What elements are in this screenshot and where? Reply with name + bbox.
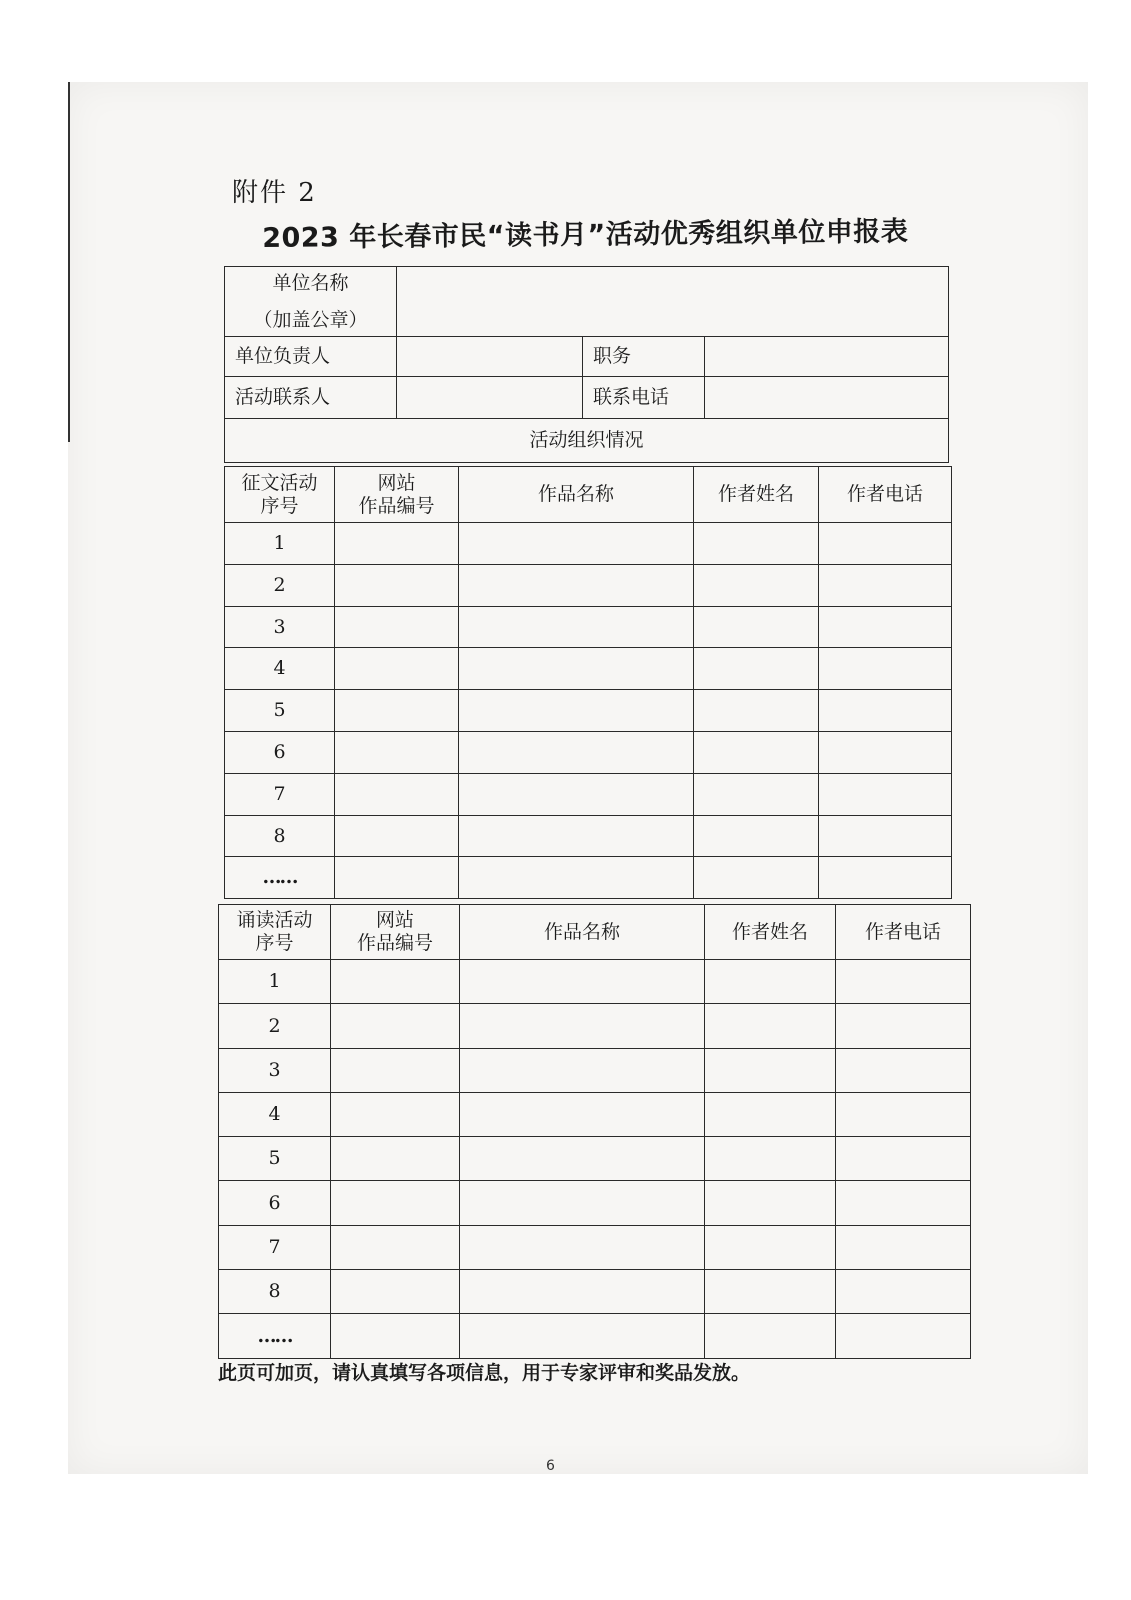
essay-rows [225,523,952,899]
reading-rows [219,960,971,1359]
essay-row-author-phone-input[interactable] [819,731,952,773]
reading-table-row [219,960,971,1004]
essay-seq-header-line2: 序号 [260,494,299,517]
essay-row-code-input[interactable] [335,815,459,857]
essay-row-author-name-input[interactable] [694,690,819,732]
reading-row-work-name-input[interactable] [460,1092,705,1136]
reading-row-author-name-input[interactable] [705,1048,836,1092]
essay-row-code-input[interactable] [335,564,459,606]
essay-seq-header [225,467,335,523]
reading-row-code-input[interactable] [331,1092,460,1136]
reading-row-author-name-input[interactable] [705,1314,836,1358]
reading-table-row [219,1270,971,1314]
essay-row-author-phone-input[interactable] [819,648,952,690]
essay-row-seq: 6 [225,731,335,773]
essay-row-seq: 5 [225,690,335,732]
reading-row-author-name-input[interactable] [705,960,836,1004]
reading-row-code-input[interactable] [331,1270,460,1314]
reading-activity-table [218,904,971,1359]
essay-table-row [225,606,952,648]
reading-code-header [331,905,460,960]
position-label: 职务 [583,337,705,377]
essay-row-code-input[interactable] [335,606,459,648]
essay-row-work-name-input[interactable] [459,648,694,690]
essay-seq-header-line1: 征文活动 [241,471,318,494]
essay-code-header-line2: 作品编号 [358,494,435,517]
essay-row-seq: 8 [225,815,335,857]
reading-row-author-phone-input[interactable] [836,1092,971,1136]
essay-row-seq: 7 [225,773,335,815]
essay-row-seq: 3 [225,606,335,648]
essay-row-work-name-input[interactable] [459,564,694,606]
essay-table-row [225,815,952,857]
unit-name-label: 单位名称 [272,271,349,294]
reading-row-seq: 4 [219,1092,331,1136]
essay-table-row [225,690,952,732]
essay-author-phone-header: 作者电话 [819,467,952,523]
essay-row-work-name-input[interactable] [459,690,694,732]
footnote: 此页可加页，请认真填写各项信息，用于专家评审和奖品发放。 [218,1362,751,1384]
essay-row-code-input[interactable] [335,731,459,773]
reading-row-seq: …… [219,1314,331,1358]
contact-label: 活动联系人 [225,377,397,419]
reading-seq-header [219,905,331,960]
reading-code-header-line1: 网站 [375,909,414,932]
reading-author-name-header: 作者姓名 [705,905,836,960]
essay-row-author-name-input[interactable] [694,564,819,606]
essay-row-code-input[interactable] [335,648,459,690]
unit-seal-note: （加盖公章） [253,308,368,331]
essay-table-row [225,731,952,773]
essay-row-author-phone-input[interactable] [819,523,952,565]
essay-row-code-input[interactable] [335,857,459,899]
contact-input[interactable] [397,377,583,419]
essay-header-row [225,467,952,523]
reading-row-author-phone-input[interactable] [836,960,971,1004]
reading-table-row [219,1092,971,1136]
essay-row-author-phone-input[interactable] [819,564,952,606]
reading-row-author-name-input[interactable] [705,1225,836,1269]
essay-table-row [225,523,952,565]
essay-row-seq: 2 [225,564,335,606]
reading-table-row [219,1004,971,1048]
reading-row-author-phone-input[interactable] [836,1225,971,1269]
essay-author-name-header: 作者姓名 [694,467,819,523]
essay-activity-table [224,466,952,899]
reading-row-author-phone-input[interactable] [836,1048,971,1092]
paper-edge-line [68,82,70,442]
essay-row-seq: …… [225,857,335,899]
reading-row-code-input[interactable] [331,1314,460,1358]
essay-row-author-phone-input[interactable] [819,815,952,857]
essay-row-code-input[interactable] [335,690,459,732]
essay-table-row [225,648,952,690]
essay-code-header [335,467,459,523]
essay-code-header-line1: 网站 [377,471,416,494]
reading-row-author-name-input[interactable] [705,1092,836,1136]
contact-phone-input[interactable] [705,377,949,419]
contact-phone-label: 联系电话 [583,377,705,419]
attachment-label: 附件 2 [232,178,317,208]
unit-head-label: 单位负责人 [225,337,397,377]
essay-row-author-phone-input[interactable] [819,857,952,899]
essay-row-author-name-input[interactable] [694,648,819,690]
reading-row-work-name-input[interactable] [460,1270,705,1314]
section-header: 活动组织情况 [225,419,949,463]
reading-table-row [219,1048,971,1092]
reading-row-author-name-input[interactable] [705,1181,836,1225]
reading-table-row [219,1225,971,1269]
reading-table-row [219,1314,971,1358]
reading-row-seq: 6 [219,1181,331,1225]
unit-name-label-cell [225,267,397,337]
reading-row-author-name-input[interactable] [705,1004,836,1048]
essay-row-author-name-input[interactable] [694,523,819,565]
reading-row-code-input[interactable] [331,1004,460,1048]
reading-row-author-phone-input[interactable] [836,1181,971,1225]
reading-row-seq: 8 [219,1270,331,1314]
position-input[interactable] [705,337,949,377]
reading-seq-header-line1: 诵读活动 [236,909,313,932]
essay-row-author-name-input[interactable] [694,731,819,773]
reading-row-author-phone-input[interactable] [836,1004,971,1048]
reading-row-code-input[interactable] [331,1137,460,1181]
essay-table-row [225,773,952,815]
reading-row-author-name-input[interactable] [705,1137,836,1181]
essay-row-code-input[interactable] [335,523,459,565]
essay-row-author-phone-input[interactable] [819,773,952,815]
essay-row-work-name-input[interactable] [459,857,694,899]
reading-header-row [219,905,971,960]
reading-row-work-name-input[interactable] [460,1181,705,1225]
essay-row-author-phone-input[interactable] [819,690,952,732]
reading-row-work-name-input[interactable] [460,1137,705,1181]
reading-row-seq: 3 [219,1048,331,1092]
reading-row-work-name-input[interactable] [460,1048,705,1092]
essay-row-author-name-input[interactable] [694,815,819,857]
essay-table-row [225,564,952,606]
unit-head-input[interactable] [397,337,583,377]
reading-row-author-phone-input[interactable] [836,1137,971,1181]
essay-work-name-header: 作品名称 [459,467,694,523]
essay-row-author-phone-input[interactable] [819,606,952,648]
essay-table-row [225,857,952,899]
reading-row-code-input[interactable] [331,960,460,1004]
reading-code-header-line2: 作品编号 [356,932,433,954]
essay-row-work-name-input[interactable] [459,815,694,857]
unit-name-input[interactable] [397,267,949,337]
page-number: 6 [546,1458,555,1474]
reading-row-author-name-input[interactable] [705,1270,836,1314]
essay-row-seq: 4 [225,648,335,690]
essay-row-author-name-input[interactable] [694,857,819,899]
reading-table-row [219,1181,971,1225]
essay-row-work-name-input[interactable] [459,523,694,565]
reading-row-author-phone-input[interactable] [836,1314,971,1358]
reading-row-work-name-input[interactable] [460,1314,705,1358]
essay-row-author-name-input[interactable] [694,773,819,815]
reading-work-name-header: 作品名称 [460,905,705,960]
reading-row-seq: 2 [219,1004,331,1048]
reading-row-seq: 1 [219,960,331,1004]
form-title: 2023 年长春市民“读书月”活动优秀组织单位申报表 [262,216,909,254]
essay-row-work-name-input[interactable] [459,606,694,648]
essay-row-author-name-input[interactable] [694,606,819,648]
reading-row-work-name-input[interactable] [460,960,705,1004]
reading-row-code-input[interactable] [331,1048,460,1092]
reading-row-seq: 7 [219,1225,331,1269]
reading-table-row [219,1137,971,1181]
reading-row-author-phone-input[interactable] [836,1270,971,1314]
reading-row-work-name-input[interactable] [460,1004,705,1048]
reading-row-code-input[interactable] [331,1181,460,1225]
reading-author-phone-header: 作者电话 [836,905,971,960]
essay-row-work-name-input[interactable] [459,773,694,815]
reading-seq-header-line2: 序号 [255,932,294,954]
reading-row-seq: 5 [219,1137,331,1181]
reading-row-work-name-input[interactable] [460,1225,705,1269]
essay-row-code-input[interactable] [335,773,459,815]
reading-row-code-input[interactable] [331,1225,460,1269]
unit-info-table [224,266,949,463]
essay-row-seq: 1 [225,523,335,565]
essay-row-work-name-input[interactable] [459,731,694,773]
